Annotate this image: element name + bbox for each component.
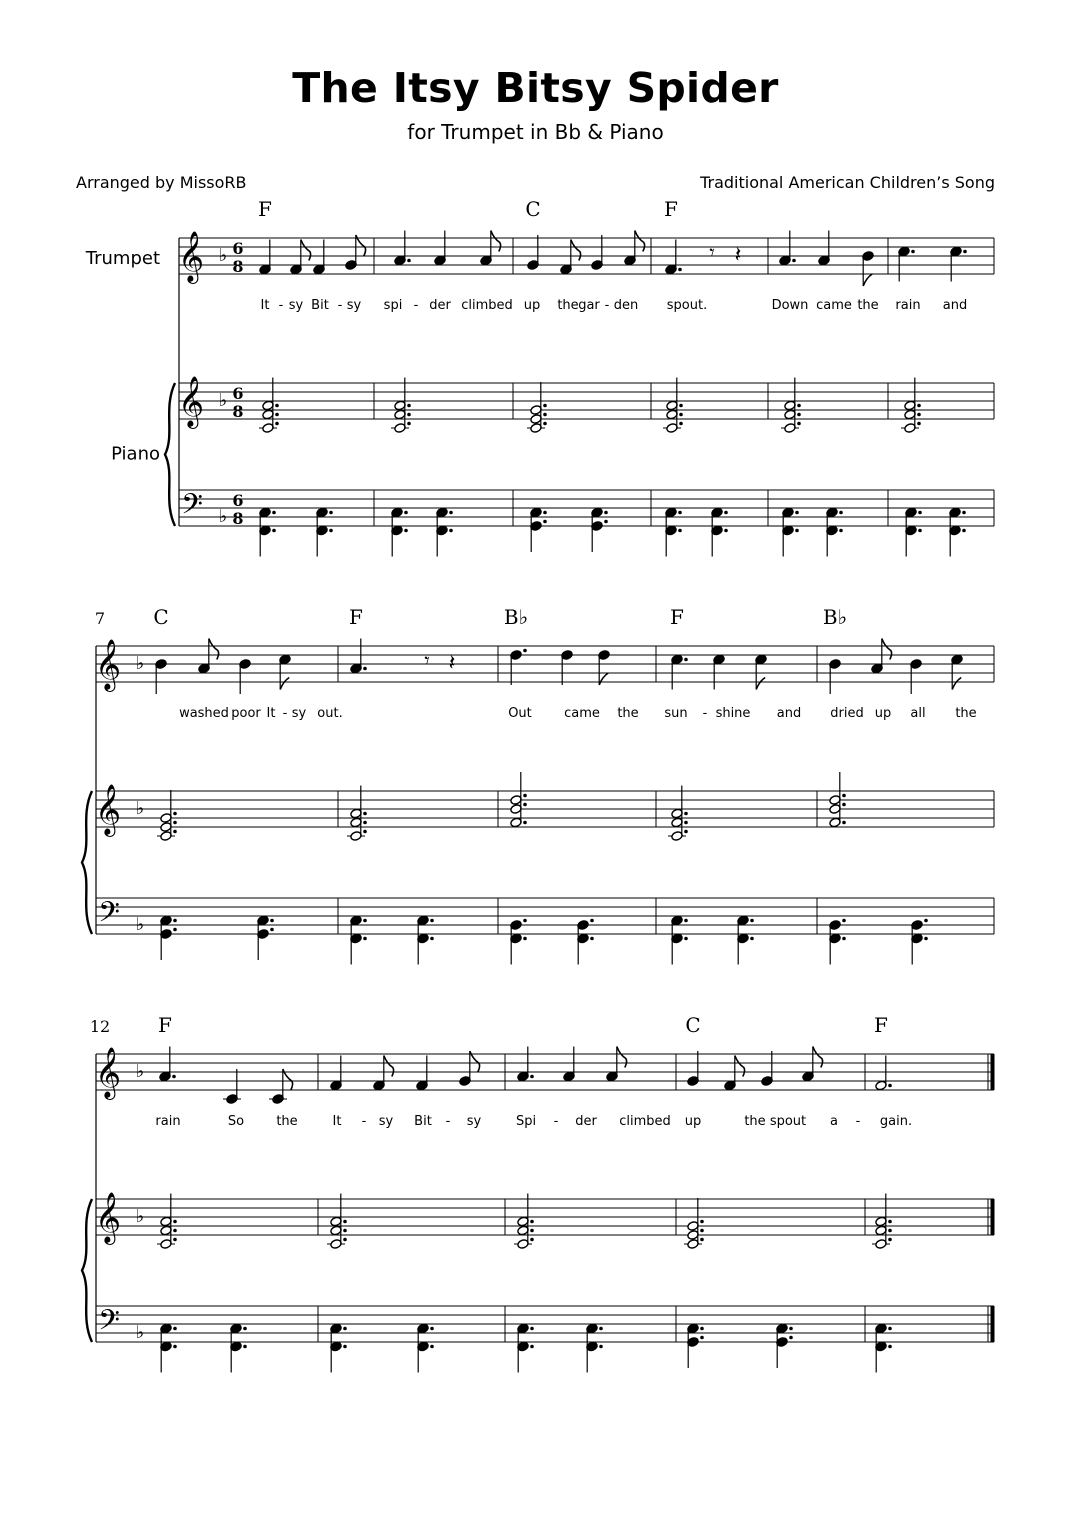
augmentation-dot xyxy=(363,919,367,923)
chord-symbol: F xyxy=(670,605,684,629)
augmentation-dot xyxy=(173,830,177,834)
augmentation-dot xyxy=(430,919,434,923)
lyric-syllable: - xyxy=(702,706,708,721)
augmentation-dot xyxy=(530,1220,534,1224)
lyric-syllable: - xyxy=(282,706,288,721)
augmentation-dot xyxy=(911,250,915,254)
augmentation-dot xyxy=(684,830,688,834)
chord-symbol: F xyxy=(874,1013,888,1037)
lyric-syllable: the xyxy=(617,706,639,721)
augmentation-dot xyxy=(842,937,846,941)
eighth-rest-icon: 𝄾 xyxy=(709,240,715,264)
augmentation-dot xyxy=(917,404,921,408)
augmentation-dot xyxy=(924,919,928,923)
lyric-syllable: Spi xyxy=(515,1114,537,1129)
lyric-syllable: gar xyxy=(578,298,600,313)
piano-bass-staff xyxy=(96,898,994,934)
augmentation-dot xyxy=(173,1220,177,1224)
bass-clef-icon: 𝄢 xyxy=(181,488,203,528)
lyric-syllable: the xyxy=(744,1114,766,1129)
augmentation-dot xyxy=(173,1229,177,1233)
augmentation-dot xyxy=(700,1229,704,1233)
augmentation-dot xyxy=(590,937,594,941)
augmentation-dot xyxy=(343,1327,347,1331)
augmentation-dot xyxy=(343,1229,347,1233)
chord-symbol: C xyxy=(685,1013,701,1037)
lyric-syllable: spout. xyxy=(666,298,708,313)
lyric-syllable: Bit xyxy=(414,1114,432,1129)
treble-clef-icon: 𝄞 xyxy=(177,231,205,282)
augmentation-dot xyxy=(275,413,279,417)
chord-symbol: C xyxy=(153,605,169,629)
lyric-syllable: - xyxy=(337,298,343,313)
augmentation-dot xyxy=(590,919,594,923)
augmentation-dot xyxy=(888,1229,892,1233)
augmentation-dot xyxy=(684,919,688,923)
augmentation-dot xyxy=(363,667,367,671)
augmentation-dot xyxy=(918,529,922,533)
lyric-syllable: den xyxy=(613,298,639,313)
augmentation-dot xyxy=(530,1238,534,1242)
augmentation-dot xyxy=(173,1345,177,1349)
piano-treble-staff xyxy=(179,383,994,419)
augmentation-dot xyxy=(684,937,688,941)
augmentation-dot xyxy=(270,919,274,923)
eighth-flag xyxy=(952,678,961,690)
augmentation-dot xyxy=(407,259,411,263)
piano-brace-icon xyxy=(82,1199,92,1342)
lyric-syllable: the xyxy=(557,298,579,313)
lyric-syllable: rain xyxy=(155,1114,181,1129)
lyric-syllable: Bit xyxy=(311,298,329,313)
arranger-credit: Arranged by MissoRB xyxy=(76,173,247,192)
chord-symbol: F xyxy=(349,605,363,629)
lyric-syllable: washed xyxy=(179,706,229,721)
augmentation-dot xyxy=(962,511,966,515)
lyric-syllable: sun xyxy=(664,706,688,721)
flat-icon: ♭ xyxy=(135,653,145,674)
augmentation-dot xyxy=(789,1327,793,1331)
flat-icon: ♭ xyxy=(135,914,145,935)
lyric-syllable: It xyxy=(266,706,276,721)
augmentation-dot xyxy=(888,1084,892,1088)
augmentation-dot xyxy=(272,529,276,533)
augmentation-dot xyxy=(329,511,333,515)
augmentation-dot xyxy=(543,520,547,524)
augmentation-dot xyxy=(523,649,527,653)
augmentation-dot xyxy=(363,937,367,941)
augmentation-dot xyxy=(275,404,279,408)
augmentation-dot xyxy=(599,1327,603,1331)
time-signature-numerator: 6 xyxy=(232,491,244,510)
time-signature-numerator: 6 xyxy=(232,239,244,258)
lyric-syllable: sy xyxy=(466,1114,482,1129)
augmentation-dot xyxy=(543,422,547,426)
augmentation-dot xyxy=(173,821,177,825)
treble-clef-icon: 𝄞 xyxy=(94,784,122,835)
lyric-syllable: der xyxy=(429,298,451,313)
chord-symbol: F xyxy=(664,197,678,221)
lyric-syllable: Out xyxy=(508,706,532,721)
treble-clef-icon: 𝄞 xyxy=(94,1047,122,1098)
lyric-syllable: came xyxy=(564,706,600,721)
augmentation-dot xyxy=(173,928,177,932)
eighth-flag xyxy=(491,231,501,252)
eighth-flag xyxy=(863,274,872,286)
augmentation-dot xyxy=(839,529,843,533)
lyric-syllable: - xyxy=(413,298,419,313)
augmentation-dot xyxy=(795,511,799,515)
augmentation-dot xyxy=(173,1238,177,1242)
lyric-syllable: shine xyxy=(715,706,751,721)
augmentation-dot xyxy=(888,1327,892,1331)
lyric-syllable: dried xyxy=(830,706,864,721)
augmentation-dot xyxy=(842,803,846,807)
lyric-syllable: all xyxy=(910,706,926,721)
lyric-syllable: climbed xyxy=(461,298,513,313)
augmentation-dot xyxy=(329,529,333,533)
augmentation-dot xyxy=(407,422,411,426)
trumpet-staff xyxy=(96,646,994,682)
eighth-rest-icon: 𝄾 xyxy=(424,648,430,672)
lyric-syllable: the xyxy=(276,1114,298,1129)
augmentation-dot xyxy=(599,1345,603,1349)
augmentation-dot xyxy=(888,1345,892,1349)
augmentation-dot xyxy=(789,1336,793,1340)
augmentation-dot xyxy=(172,1075,176,1079)
lyric-syllable: sy xyxy=(378,1114,394,1129)
augmentation-dot xyxy=(678,529,682,533)
lyric-syllable: der xyxy=(575,1114,597,1129)
eighth-flag xyxy=(756,678,765,690)
eighth-flag xyxy=(384,1056,394,1077)
lyric-syllable: - xyxy=(553,1114,559,1129)
lyric-syllable: rain xyxy=(895,298,921,313)
lyric-syllable: spi xyxy=(383,298,403,313)
chord-symbol: B♭ xyxy=(503,605,529,629)
eighth-flag xyxy=(571,240,581,261)
time-signature-denominator: 8 xyxy=(232,257,244,276)
quarter-rest-icon: 𝄽 xyxy=(448,651,456,676)
instrument-name-piano: Piano xyxy=(111,443,160,465)
time-signature-denominator: 8 xyxy=(232,509,244,528)
eighth-flag xyxy=(280,678,289,690)
augmentation-dot xyxy=(750,937,754,941)
augmentation-dot xyxy=(604,511,608,515)
eighth-flag xyxy=(599,673,608,685)
augmentation-dot xyxy=(543,413,547,417)
quarter-rest-icon: 𝄽 xyxy=(734,243,742,268)
augmentation-dot xyxy=(404,529,408,533)
augmentation-dot xyxy=(684,821,688,825)
augmentation-dot xyxy=(430,937,434,941)
chord-symbol: C xyxy=(525,197,541,221)
augmentation-dot xyxy=(430,1345,434,1349)
piano-brace-icon xyxy=(82,791,92,934)
augmentation-dot xyxy=(173,812,177,816)
lyric-syllable: up xyxy=(874,706,892,721)
instrument-name-trumpet: Trumpet xyxy=(85,248,160,269)
augmentation-dot xyxy=(797,404,801,408)
augmentation-dot xyxy=(842,794,846,798)
augmentation-dot xyxy=(839,511,843,515)
eighth-flag xyxy=(635,231,645,252)
flat-icon: ♭ xyxy=(135,1322,145,1343)
trumpet-staff xyxy=(96,1054,994,1090)
lyric-syllable: and xyxy=(776,706,802,721)
lyric-syllable: sy xyxy=(288,298,304,313)
score-subtitle: for Trumpet in Bb & Piano xyxy=(407,120,664,144)
eighth-flag xyxy=(209,639,219,660)
augmentation-dot xyxy=(842,919,846,923)
augmentation-dot xyxy=(963,250,967,254)
lyric-syllable: spout xyxy=(769,1114,807,1129)
lyric-syllable: the xyxy=(955,706,977,721)
augmentation-dot xyxy=(543,404,547,408)
lyric-syllable: up xyxy=(684,1114,702,1129)
augmentation-dot xyxy=(684,812,688,816)
eighth-flag xyxy=(617,1047,627,1068)
flat-icon: ♭ xyxy=(218,245,228,266)
augmentation-dot xyxy=(173,1327,177,1331)
flat-icon: ♭ xyxy=(218,506,228,527)
augmentation-dot xyxy=(523,821,527,825)
augmentation-dot xyxy=(918,511,922,515)
augmentation-dot xyxy=(449,511,453,515)
lyric-syllable: It xyxy=(332,1114,342,1129)
flat-icon: ♭ xyxy=(135,1061,145,1082)
augmentation-dot xyxy=(678,511,682,515)
augmentation-dot xyxy=(523,794,527,798)
composer-credit: Traditional American Children’s Song xyxy=(700,173,995,192)
augmentation-dot xyxy=(700,1327,704,1331)
eighth-flag xyxy=(882,639,892,660)
augmentation-dot xyxy=(700,1336,704,1340)
augmentation-dot xyxy=(363,830,367,834)
augmentation-dot xyxy=(700,1220,704,1224)
augmentation-dot xyxy=(363,821,367,825)
augmentation-dot xyxy=(404,511,408,515)
eighth-flag xyxy=(735,1056,745,1077)
augmentation-dot xyxy=(684,658,688,662)
lyric-syllable: a xyxy=(830,1114,838,1129)
augmentation-dot xyxy=(407,404,411,408)
flat-icon: ♭ xyxy=(135,1206,145,1227)
augmentation-dot xyxy=(962,529,966,533)
augmentation-dot xyxy=(679,404,683,408)
augmentation-dot xyxy=(888,1220,892,1224)
time-signature-denominator: 8 xyxy=(232,402,244,421)
treble-clef-icon: 𝄞 xyxy=(94,1192,122,1243)
augmentation-dot xyxy=(750,919,754,923)
lyric-syllable: up xyxy=(523,298,541,313)
augmentation-dot xyxy=(679,422,683,426)
augmentation-dot xyxy=(917,422,921,426)
augmentation-dot xyxy=(795,529,799,533)
bass-clef-icon: 𝄢 xyxy=(98,896,120,936)
treble-clef-icon: 𝄞 xyxy=(94,639,122,690)
augmentation-dot xyxy=(173,919,177,923)
augmentation-dot xyxy=(272,511,276,515)
lyric-syllable: - xyxy=(445,1114,451,1129)
augmentation-dot xyxy=(792,259,796,263)
treble-clef-icon: 𝄞 xyxy=(177,376,205,427)
lyric-syllable: - xyxy=(855,1114,861,1129)
augmentation-dot xyxy=(530,1327,534,1331)
augmentation-dot xyxy=(724,529,728,533)
augmentation-dot xyxy=(797,422,801,426)
lyric-syllable: poor xyxy=(231,706,261,721)
lyric-syllable: It xyxy=(260,298,270,313)
augmentation-dot xyxy=(523,919,527,923)
augmentation-dot xyxy=(924,937,928,941)
augmentation-dot xyxy=(724,511,728,515)
lyric-syllable: - xyxy=(278,298,284,313)
lyric-syllable: - xyxy=(604,298,610,313)
augmentation-dot xyxy=(430,1327,434,1331)
lyric-syllable: So xyxy=(227,1114,245,1129)
augmentation-dot xyxy=(530,1345,534,1349)
augmentation-dot xyxy=(700,1238,704,1242)
lyric-syllable: - xyxy=(361,1114,367,1129)
lyric-syllable: came xyxy=(816,298,852,313)
augmentation-dot xyxy=(407,413,411,417)
augmentation-dot xyxy=(604,520,608,524)
lyric-syllable: sy xyxy=(346,298,362,313)
augmentation-dot xyxy=(343,1238,347,1242)
score-title: The Itsy Bitsy Spider xyxy=(292,64,779,112)
lyric-syllable: out. xyxy=(317,706,343,721)
chord-symbol: B♭ xyxy=(822,605,848,629)
piano-treble-staff xyxy=(96,791,994,827)
augmentation-dot xyxy=(678,268,682,272)
augmentation-dot xyxy=(842,821,846,825)
augmentation-dot xyxy=(543,511,547,515)
augmentation-dot xyxy=(270,928,274,932)
augmentation-dot xyxy=(797,413,801,417)
lyric-syllable: sy xyxy=(291,706,307,721)
lyric-syllable: the xyxy=(857,298,879,313)
augmentation-dot xyxy=(917,413,921,417)
augmentation-dot xyxy=(275,422,279,426)
augmentation-dot xyxy=(343,1220,347,1224)
chord-symbol: F xyxy=(258,197,272,221)
time-signature-numerator: 6 xyxy=(232,384,244,403)
eighth-flag xyxy=(301,240,311,261)
augmentation-dot xyxy=(523,803,527,807)
augmentation-dot xyxy=(888,1238,892,1242)
augmentation-dot xyxy=(363,812,367,816)
flat-icon: ♭ xyxy=(135,798,145,819)
augmentation-dot xyxy=(449,529,453,533)
piano-brace-icon xyxy=(165,383,175,526)
lyric-syllable: climbed xyxy=(619,1114,671,1129)
lyric-syllable: and xyxy=(942,298,968,313)
augmentation-dot xyxy=(343,1345,347,1349)
augmentation-dot xyxy=(523,937,527,941)
piano-treble-staff xyxy=(96,1199,994,1235)
lyric-syllable: gain. xyxy=(879,1114,913,1129)
lyric-syllable: Down xyxy=(771,298,809,313)
augmentation-dot xyxy=(679,413,683,417)
measure-number: 7 xyxy=(94,609,106,628)
flat-icon: ♭ xyxy=(218,390,228,411)
augmentation-dot xyxy=(530,1229,534,1233)
bass-clef-icon: 𝄢 xyxy=(98,1304,120,1344)
chord-symbol: F xyxy=(158,1013,172,1037)
piano-bass-staff xyxy=(179,490,994,526)
measure-number: 12 xyxy=(89,1017,111,1036)
augmentation-dot xyxy=(243,1345,247,1349)
augmentation-dot xyxy=(243,1327,247,1331)
eighth-flag xyxy=(813,1047,823,1068)
augmentation-dot xyxy=(530,1075,534,1079)
